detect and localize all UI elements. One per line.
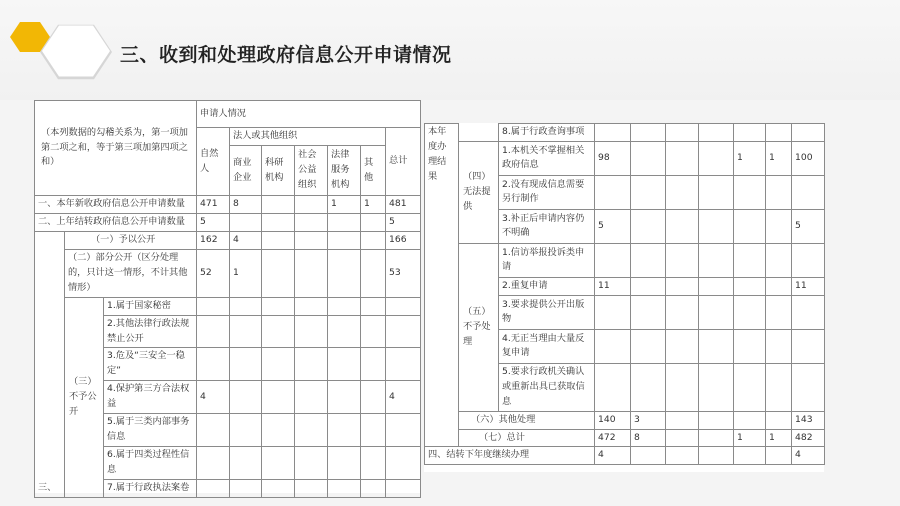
table-row: 二、上年结转政府信息公开申请数量 5 5: [35, 213, 421, 231]
table-row: 5.要求行政机关确认或重新出具已获取信息: [425, 363, 825, 411]
table-row: 3.要求提供公开出版物: [425, 295, 825, 329]
table-row: 2.重复申请 11 11: [425, 277, 825, 295]
table-row: （七）总计 472 8 1 1 482: [425, 429, 825, 447]
social-welfare-header: 社会公益组织: [295, 146, 328, 196]
left-table-panel: [34, 100, 420, 493]
table-row: （六）其他处理 140 3 143: [425, 411, 825, 429]
outcome-label: 本年度办理结果: [425, 124, 459, 447]
page-title: 三、收到和处理政府信息公开申请情况: [120, 44, 452, 66]
table-row: （二）部分公开（区分处理的，只计这一情形，不计其他情形） 52 1 53: [35, 249, 421, 297]
right-table-panel: [424, 123, 824, 472]
table-row: 4.无正当理由大量反复申请: [425, 329, 825, 363]
table-row: 7.属于行政执法案卷: [35, 479, 421, 497]
table-row: 6.属于四类过程性信息: [35, 446, 421, 479]
table-row: 4.保护第三方合法权益 4 4: [35, 381, 421, 414]
legal-service-header: 法律服务机构: [328, 146, 361, 196]
research-header: 科研机构: [262, 146, 295, 196]
table-row: 2.没有现成信息需要另行制作: [425, 175, 825, 209]
natural-person-header: 自然人: [197, 128, 230, 196]
cannot-provide-label: （四）无法提供: [459, 141, 499, 243]
table-row: 四、结转下年度继续办理 4 4: [425, 447, 825, 465]
table-row: 本年度办理结果 8.属于行政查询事项: [425, 124, 825, 142]
table-row: 5.属于三类内部事务信息: [35, 414, 421, 447]
table-row: 一、本年新收政府信息公开申请数量 471 8 1 1 481: [35, 196, 421, 214]
withhold-group-label: （三）不予公开: [65, 297, 104, 497]
left-table: [34, 100, 421, 498]
section-three-label: 三、: [35, 231, 65, 497]
not-processed-label: （五）不予处理: [459, 243, 499, 411]
table-row: 3.补正后申请内容仍不明确 5 5: [425, 209, 825, 243]
table-row: （三）不予公开 1.属于国家秘密: [35, 297, 421, 315]
note-cell: （本列数据的勾稽关系为，第一项加第二项之和，等于第三项加第四项之和）: [35, 101, 197, 196]
applicant-info-header: 申请人情况: [197, 101, 421, 128]
table-row: （五）不予处理 1.信访举报投诉类申请: [425, 243, 825, 277]
legal-org-header: 法人或其他组织: [230, 128, 386, 146]
commercial-header: 商业企业: [230, 146, 262, 196]
table-row: 3.危及“三安全一稳定”: [35, 348, 421, 381]
other-header: 其他: [361, 146, 386, 196]
right-table: [424, 123, 825, 465]
table-row: 三、 （一）予以公开 162 4 166: [35, 231, 421, 249]
total-header: 总计: [386, 128, 421, 196]
table-row: 2.其他法律行政法规禁止公开: [35, 315, 421, 348]
table-row: （四）无法提供 1.本机关不掌握相关政府信息 98 1 1 100: [425, 141, 825, 175]
